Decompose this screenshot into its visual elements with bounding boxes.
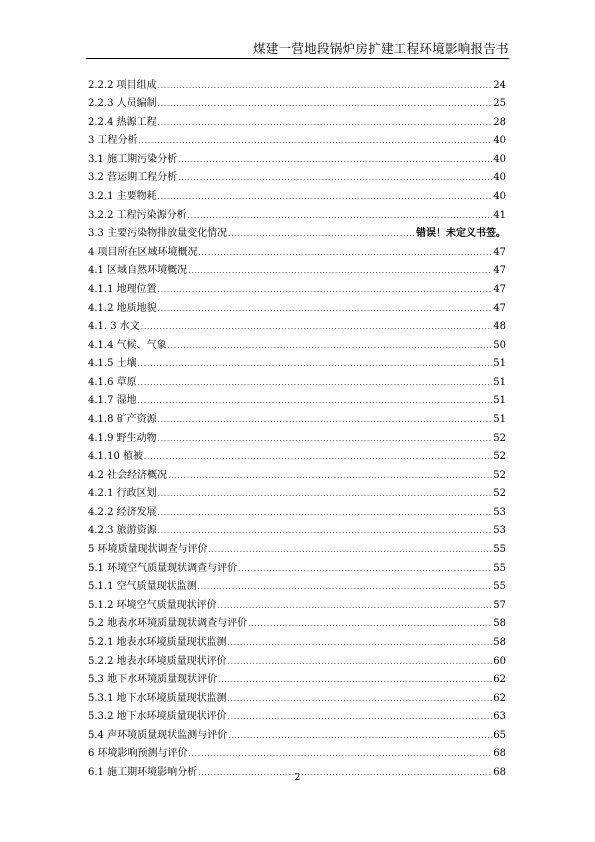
- toc-dot-leader: [138, 358, 493, 370]
- toc-entry[interactable]: [88, 73, 506, 92]
- toc-entry[interactable]: [88, 593, 506, 612]
- toc-entry-label: 5.4 声环境质量现状监测与评价: [88, 729, 228, 741]
- toc-entry[interactable]: [88, 500, 506, 519]
- toc-entry-page: 68: [493, 766, 506, 778]
- toc-entry-page: 40: [493, 172, 506, 184]
- toc-entry-label: 4.1. 3 水文: [88, 321, 140, 333]
- toc-entry[interactable]: [88, 110, 506, 129]
- toc-entry-page: 52: [493, 488, 506, 500]
- toc-entry-label: 5.3 地下水环境质量现状评价: [88, 674, 218, 686]
- toc-dot-leader: [138, 395, 493, 407]
- toc-entry[interactable]: [88, 333, 506, 352]
- toc-dot-leader: [138, 377, 493, 389]
- toc-entry-page: 40: [493, 153, 506, 165]
- toc-dot-leader: [158, 117, 493, 129]
- toc-entry[interactable]: [88, 705, 506, 724]
- toc-entry-page: 51: [493, 376, 506, 388]
- toc-entry[interactable]: [88, 259, 506, 278]
- toc-entry[interactable]: [88, 352, 506, 371]
- toc-entry-page: 62: [493, 692, 506, 704]
- toc-entry[interactable]: [88, 370, 506, 389]
- toc-dot-leader: [178, 154, 492, 166]
- toc-dot-leader: [228, 637, 493, 649]
- toc-dot-leader: [158, 191, 493, 203]
- toc-entry[interactable]: [88, 240, 506, 259]
- toc-entry[interactable]: [88, 686, 506, 705]
- toc-dot-leader: [248, 618, 492, 630]
- toc-entry-label: 2.2.3 人员编制: [88, 98, 157, 110]
- toc-dot-leader: [209, 544, 493, 556]
- toc-entry-page: 51: [493, 358, 506, 370]
- toc-entry-label: 5.2.1 地表水环境质量现状监测: [88, 636, 227, 648]
- toc-entry-page: 28: [493, 116, 506, 128]
- toc-entry-label: 4.1.10 植被: [88, 451, 143, 463]
- toc-entry[interactable]: [88, 296, 506, 315]
- toc-entry[interactable]: [88, 184, 506, 203]
- toc-entry-label: 4.1.1 地理位置: [88, 283, 157, 295]
- toc-entry-page: 53: [493, 525, 506, 537]
- toc-entry-page: 53: [493, 506, 506, 518]
- toc-entry-label: 3 工程分析: [88, 135, 138, 147]
- toc-entry[interactable]: [88, 519, 506, 538]
- toc-entry-page: 68: [493, 748, 506, 760]
- toc-entry-page: 47: [493, 302, 506, 314]
- toc-dot-leader: [158, 433, 493, 445]
- toc-entry-label: 5.2.2 地表水环境质量现状评价: [88, 655, 227, 667]
- toc-entry-page: 65: [493, 729, 506, 741]
- toc-entry-page: 48: [493, 321, 506, 333]
- toc-entry-page: 57: [493, 599, 506, 611]
- toc-entry-page: 40: [493, 191, 506, 203]
- toc-dot-leader: [158, 525, 493, 537]
- toc-entry[interactable]: [88, 630, 506, 649]
- header-title: 煤建一营地段锅炉房扩建工程环境影响报告书: [252, 41, 509, 56]
- toc-dot-leader: [228, 730, 492, 742]
- toc-entry[interactable]: [88, 556, 506, 575]
- toc-dot-leader: [228, 228, 415, 240]
- toc-dot-leader: [218, 674, 492, 686]
- toc-dot-leader: [228, 693, 493, 705]
- toc-entry-page: 55: [493, 581, 506, 593]
- toc-entry-page: 58: [493, 636, 506, 648]
- toc-entry-label: 4.2 社会经济概况: [88, 469, 168, 481]
- toc-entry-label: 4.1 区域自然环境概况: [88, 265, 188, 277]
- toc-dot-leader: [158, 488, 493, 500]
- toc-dot-leader: [218, 600, 493, 612]
- toc-dot-leader: [199, 247, 493, 259]
- toc-entry-label: 5.2 地表水环境质量现状调查与评价: [88, 618, 248, 630]
- toc-entry[interactable]: [88, 129, 506, 148]
- toc-entry-page: 55: [493, 562, 506, 574]
- toc-entry[interactable]: [88, 742, 506, 761]
- toc-entry[interactable]: [88, 463, 506, 482]
- toc-entry-label: 4.2.1 行政区划: [88, 488, 157, 500]
- toc-dot-leader: [198, 581, 493, 593]
- toc-dot-leader: [178, 172, 492, 184]
- toc-entry[interactable]: [88, 277, 506, 296]
- toc-entry-page: 40: [493, 135, 506, 147]
- toc-entry[interactable]: [88, 426, 506, 445]
- toc-entry-page: 错误！未定义书签。: [416, 228, 506, 240]
- toc-entry-page: 52: [493, 432, 506, 444]
- toc-entry-label: 4 项目所在区域环境概况: [88, 246, 198, 258]
- toc-entry-page: 51: [493, 413, 506, 425]
- toc-entry-page: 55: [493, 544, 506, 556]
- toc-entry-label: 2.2.2 项目组成: [88, 79, 157, 91]
- toc-entry-page: 41: [493, 209, 506, 221]
- toc-entry-page: 52: [493, 451, 506, 463]
- toc-entry-label: 4.1.2 地质地貌: [88, 302, 157, 314]
- toc-entry-label: 3.3 主要污染物排放量变化情况: [88, 228, 228, 240]
- toc-entry-page: 52: [493, 469, 506, 481]
- toc-entry-page: 50: [493, 339, 506, 351]
- toc-entry-page: 58: [493, 618, 506, 630]
- toc-entry-label: 3.2.1 主要物耗: [88, 191, 157, 203]
- toc-dot-leader: [188, 210, 493, 222]
- toc-entry-page: 25: [493, 98, 506, 110]
- toc-entry[interactable]: [88, 407, 506, 426]
- toc-entry[interactable]: [88, 92, 506, 111]
- toc-entry-label: 5 环境质量现状调查与评价: [88, 544, 208, 556]
- toc-entry-label: 4.2.3 旅游资源: [88, 525, 157, 537]
- toc-entry-label: 4.1.6 草原: [88, 376, 137, 388]
- toc-dot-leader: [188, 265, 492, 277]
- table-of-contents: [88, 73, 506, 779]
- toc-entry[interactable]: [88, 668, 506, 687]
- toc-entry[interactable]: [88, 315, 506, 334]
- toc-entry[interactable]: [88, 203, 506, 222]
- toc-entry[interactable]: [88, 575, 506, 594]
- toc-entry-page: 63: [493, 711, 506, 723]
- toc-entry-label: 3.2.2 工程污染源分析: [88, 209, 187, 221]
- toc-dot-leader: [228, 711, 493, 723]
- toc-entry-label: 5.1 环境空气质量现状调查与评价: [88, 562, 238, 574]
- toc-entry-page: 60: [493, 655, 506, 667]
- toc-entry[interactable]: [88, 147, 506, 166]
- page-number: 2: [294, 773, 301, 783]
- toc-entry-label: 5.1.1 空气质量现状监测: [88, 581, 197, 593]
- toc-dot-leader: [168, 470, 492, 482]
- toc-dot-leader: [158, 414, 493, 426]
- toc-entry-page: 47: [493, 265, 506, 277]
- toc-dot-leader: [158, 284, 493, 296]
- toc-dot-leader: [168, 340, 493, 352]
- toc-dot-leader: [158, 98, 493, 110]
- toc-entry-page: 51: [493, 395, 506, 407]
- toc-dot-leader: [158, 507, 493, 519]
- toc-dot-leader: [144, 451, 492, 463]
- toc-entry-page: 47: [493, 246, 506, 258]
- toc-dot-leader: [141, 321, 492, 333]
- toc-entry[interactable]: [88, 723, 506, 742]
- toc-dot-leader: [158, 80, 493, 92]
- toc-entry-label: 2.2.4 热源工程: [88, 116, 157, 128]
- toc-entry-label: 4.1.9 野生动物: [88, 432, 157, 444]
- toc-dot-leader: [228, 656, 493, 668]
- toc-entry-label: 3.2 营运期工程分析: [88, 172, 178, 184]
- toc-dot-leader: [139, 135, 493, 147]
- toc-entry-page: 62: [493, 674, 506, 686]
- toc-entry-label: 4.1.8 矿产资源: [88, 413, 157, 425]
- toc-entry-label: 5.3.1 地下水环境质量现状监测: [88, 692, 227, 704]
- toc-entry-label: 5.3.2 地下水环境质量现状评价: [88, 711, 227, 723]
- toc-dot-leader: [189, 748, 493, 760]
- toc-entry-label: 4.1.7 湿地: [88, 395, 137, 407]
- toc-entry-label: 4.1.4 气候、气象: [88, 339, 167, 351]
- toc-entry-label: 3.1 施工期污染分析: [88, 153, 178, 165]
- toc-entry-label: 4.2.2 经济发展: [88, 506, 157, 518]
- toc-entry-page: 47: [493, 283, 506, 295]
- toc-entry[interactable]: [88, 612, 506, 631]
- toc-entry[interactable]: [88, 445, 506, 464]
- toc-dot-leader: [158, 303, 493, 315]
- toc-entry-label: 5.1.2 环境空气质量现状评价: [88, 599, 217, 611]
- toc-entry[interactable]: [88, 537, 506, 556]
- toc-entry[interactable]: [88, 222, 506, 241]
- page-header: [86, 38, 509, 59]
- toc-entry[interactable]: [88, 649, 506, 668]
- toc-entry[interactable]: [88, 166, 506, 185]
- toc-dot-leader: [238, 563, 492, 575]
- toc-entry-label: 6.1 施工期环境影响分析: [88, 766, 198, 778]
- toc-entry-label: 6 环境影响预测与评价: [88, 748, 188, 760]
- toc-entry[interactable]: [88, 482, 506, 501]
- toc-entry-label: 4.1.5 土壤: [88, 358, 137, 370]
- toc-entry-page: 24: [493, 79, 506, 91]
- toc-entry[interactable]: [88, 389, 506, 408]
